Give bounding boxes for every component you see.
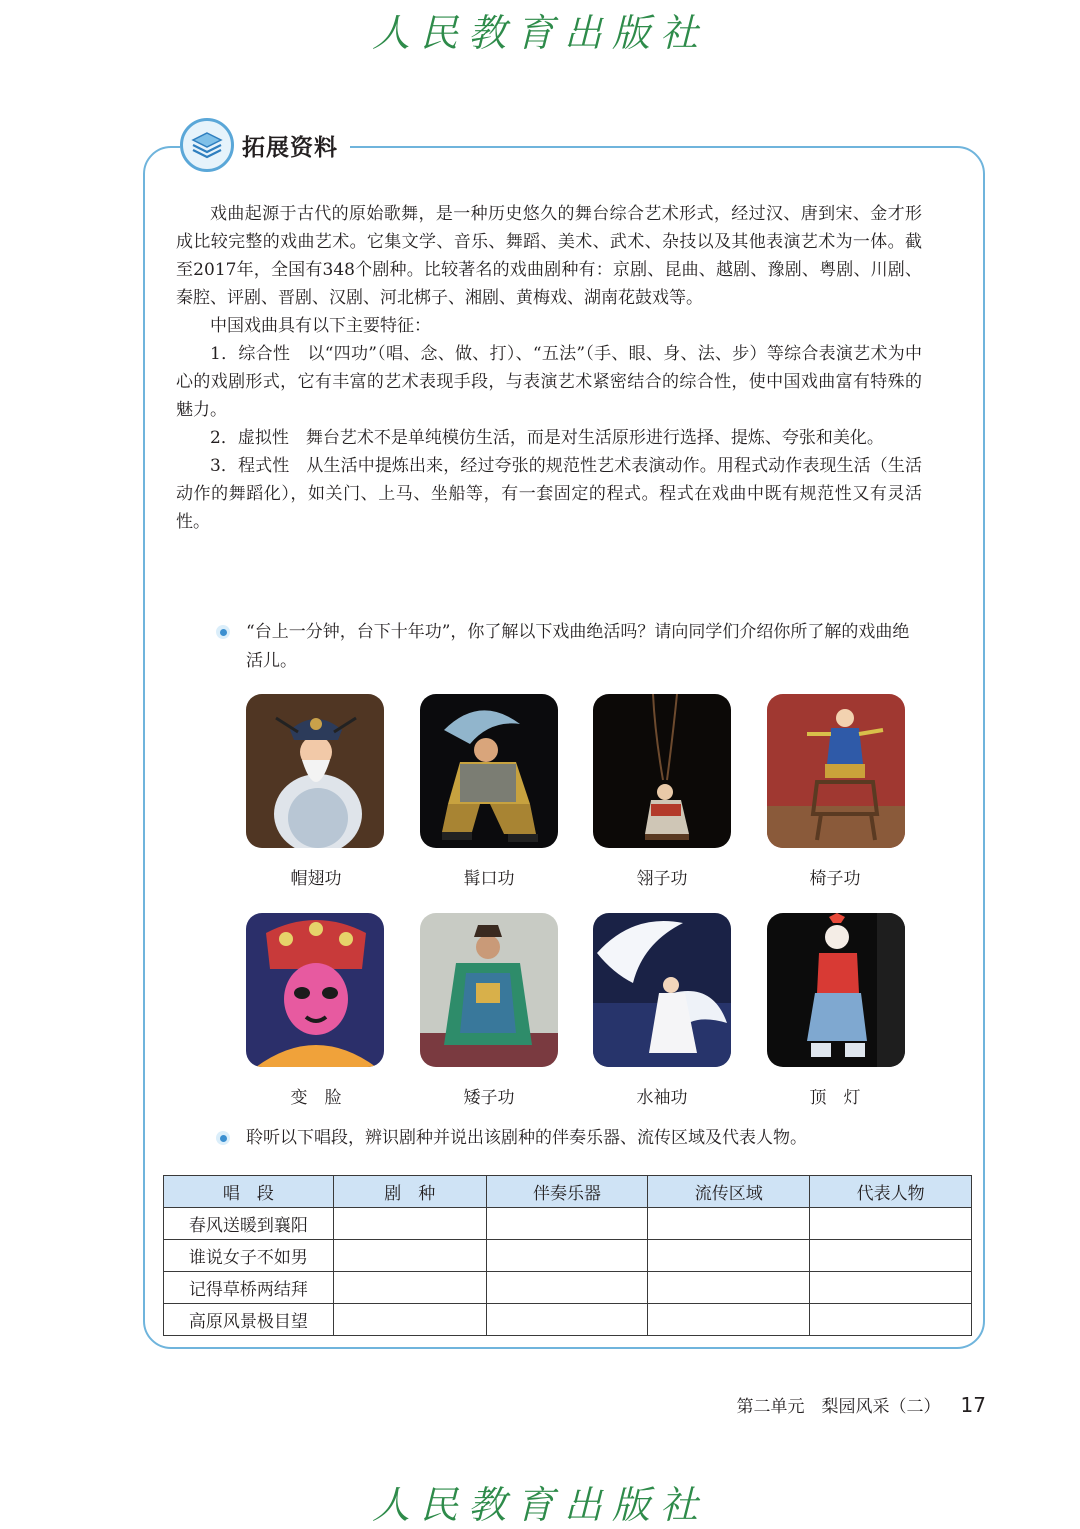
column-header: 流传区域 xyxy=(648,1176,810,1208)
unit-title: 第二单元 梨园风采（二） xyxy=(736,1397,941,1417)
column-header: 唱 段 xyxy=(164,1176,334,1208)
aria-title-cell: 谁说女子不如男 xyxy=(164,1240,334,1272)
table-row xyxy=(164,1240,972,1272)
photo-caption: 矮子功 xyxy=(463,1088,515,1108)
aria-title-cell: 记得草桥两结拜 xyxy=(164,1272,334,1304)
listening-prompt: 聆听以下唱段，辨识剧种并说出该剧种的伴奏乐器、流传区域及代表人物。 xyxy=(216,1124,956,1153)
feature-item: 1．综合性 以“四功”（唱、念、做、打）、“五法”（手、眼、身、法、步）等综合表演艺术为中心的戏剧形式，它有丰富的艺术表现手段，与表演艺术紧密结合的综合性，使中国戏曲富有特殊的魅力。 xyxy=(176,344,922,420)
bullet-icon xyxy=(216,625,230,639)
answer-cell[interactable] xyxy=(486,1304,648,1336)
photo-caption: 翎子功 xyxy=(636,869,688,889)
answer-cell[interactable] xyxy=(648,1240,810,1272)
table-header-row xyxy=(164,1176,972,1208)
answer-cell[interactable] xyxy=(810,1304,972,1336)
photo-caption: 顶 灯 xyxy=(809,1088,861,1108)
feature-item: 3．程式性 从生活中提炼出来，经过夸张的规范性艺术表演动作。用程式动作表现生活（生活动作的舞蹈化），如关门、上马、坐船等，有一套固定的程式。程式在戏曲中既有规范性又有灵活性。 xyxy=(176,456,922,532)
answer-cell[interactable] xyxy=(333,1304,486,1336)
answer-cell[interactable] xyxy=(333,1240,486,1272)
column-header: 伴奏乐器 xyxy=(486,1176,648,1208)
intro-paragraph: 戏曲起源于古代的原始歌舞，是一种历史悠久的舞台综合艺术形式，经过汉、唐到宋、金才形成比较完整的戏曲艺术。它集文学、音乐、舞蹈、美术、武术、杂技以及其他表演艺术为一体。截至2017年，全国有348个剧种。比较著名的戏曲剧种有：京剧、昆曲、越剧、豫剧、粤剧、川剧、秦腔、评剧、晋剧、汉剧、河北梆子、湘剧、黄梅戏、湖南花鼓戏等。 xyxy=(176,204,922,308)
answer-cell[interactable] xyxy=(648,1208,810,1240)
answer-cell[interactable] xyxy=(648,1272,810,1304)
photo-dingdeng xyxy=(767,913,905,1067)
photo-caption: 水袖功 xyxy=(636,1088,688,1108)
table-row xyxy=(164,1208,972,1240)
answer-cell[interactable] xyxy=(333,1272,486,1304)
answer-cell[interactable] xyxy=(810,1240,972,1272)
opera-identification-table xyxy=(163,1175,972,1336)
features-intro: 中国戏曲具有以下主要特征： xyxy=(210,316,431,336)
page-number: 17 xyxy=(960,1393,986,1417)
stacked-layers-icon xyxy=(180,118,234,172)
photo-bianlian xyxy=(246,913,384,1067)
column-header: 代表人物 xyxy=(810,1176,972,1208)
photo-ranzougong xyxy=(420,694,558,848)
answer-cell[interactable] xyxy=(486,1208,648,1240)
answer-cell[interactable] xyxy=(486,1240,648,1272)
table-row xyxy=(164,1304,972,1336)
photo-caption: 椅子功 xyxy=(809,869,861,889)
page-footer xyxy=(737,1392,986,1417)
feature-item: 2．虚拟性 舞台艺术不是单纯模仿生活，而是对生活原形进行选择、提炼、夸张和美化。 xyxy=(210,428,884,448)
body-text xyxy=(176,200,922,536)
answer-cell[interactable] xyxy=(333,1208,486,1240)
photo-caption: 变 脸 xyxy=(290,1088,342,1108)
table-row xyxy=(164,1272,972,1304)
photo-maochigong xyxy=(246,694,384,848)
photo-caption: 帽翅功 xyxy=(290,869,342,889)
bullet-icon xyxy=(216,1131,230,1145)
aria-title-cell: 高原风景极目望 xyxy=(164,1304,334,1336)
photo-yizigong xyxy=(767,694,905,848)
panel-header xyxy=(180,114,350,176)
discussion-prompt: “台上一分钟，台下十年功”，你了解以下戏曲绝活吗？请向同学们介绍你所了解的戏曲绝活儿。 xyxy=(216,618,916,676)
photo-caption: 髯口功 xyxy=(463,869,515,889)
answer-cell[interactable] xyxy=(810,1272,972,1304)
photo-shuixiugong xyxy=(593,913,731,1067)
photo-aizigong xyxy=(420,913,558,1067)
answer-cell[interactable] xyxy=(810,1208,972,1240)
answer-cell[interactable] xyxy=(486,1272,648,1304)
publisher-watermark-bottom: 人民教育出版社 xyxy=(371,1483,708,1527)
publisher-watermark-top: 人民教育出版社 xyxy=(371,11,708,55)
photo-lingzigong xyxy=(593,694,731,848)
section-title: 拓展资料 xyxy=(242,134,338,161)
aria-title-cell: 春风送暖到襄阳 xyxy=(164,1208,334,1240)
column-header: 剧 种 xyxy=(333,1176,486,1208)
answer-cell[interactable] xyxy=(648,1304,810,1336)
